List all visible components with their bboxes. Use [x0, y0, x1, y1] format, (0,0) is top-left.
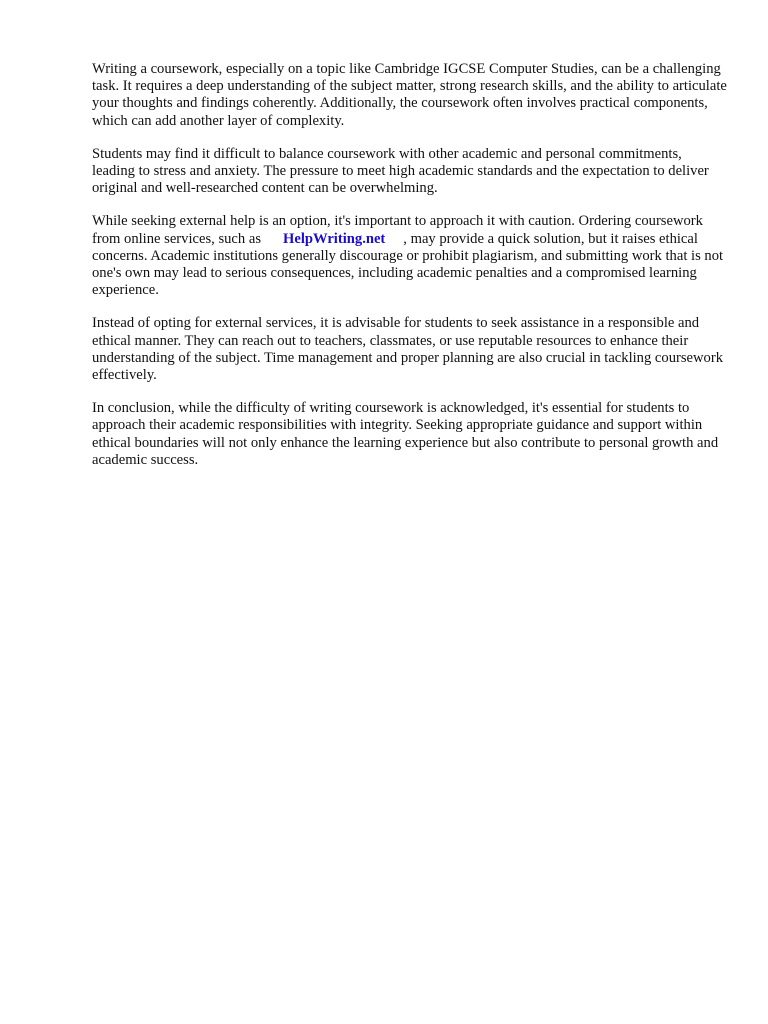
paragraph-external-help [92, 213, 728, 299]
paragraph-conclusion: In conclusion, while the difficulty of writing coursework is acknowledged, it's essential for students to approach their academic responsibilities with integrity. Seeking appropriate guidance and support within ethical boundaries will not only enhance the learning experience but also contribute to personal growth and academic success. [92, 400, 719, 468]
helpwriting-link[interactable]: HelpWriting.net [283, 230, 386, 247]
paragraph-advice: Instead of opting for external services, it is advisable for students to seek assistance in a responsible and ethical manner. They can reach out to teachers, classmates, or use reputable resources to enhance their understanding of the subject. Time management and proper planning are also crucial in tackling coursework effectively. [92, 315, 724, 384]
paragraph-intro: Writing a coursework, especially on a topic like Cambridge IGCSE Computer Studies, can be a challenging task. It requires a deep understanding of the subject matter, strong research skills, and the ability to articulate your thoughts and findings coherently. Additionally, the coursework often involves practical components, which can add another layer of complexity. [92, 61, 727, 129]
paragraph-challenges: Students may find it difficult to balance coursework with other academic and personal commitments, leading to stress and anxiety. The pressure to meet high academic standards and the expectation to deliver original and well-researched content can be overwhelming. [92, 145, 709, 197]
paragraph-external-help-before: While seeking external help is an option, it's important to approach it with caution. Ordering coursework from online services, such as [92, 213, 703, 247]
document-body [92, 61, 728, 485]
paragraph-external-help-after: , may provide a quick solution, but it raises ethical concerns. Academic institutions generally discourage or prohibit plagiarism, and submitting work that is not one's own may lead to serious consequences, including academic penalties and a compromised learning experience. [92, 230, 724, 299]
